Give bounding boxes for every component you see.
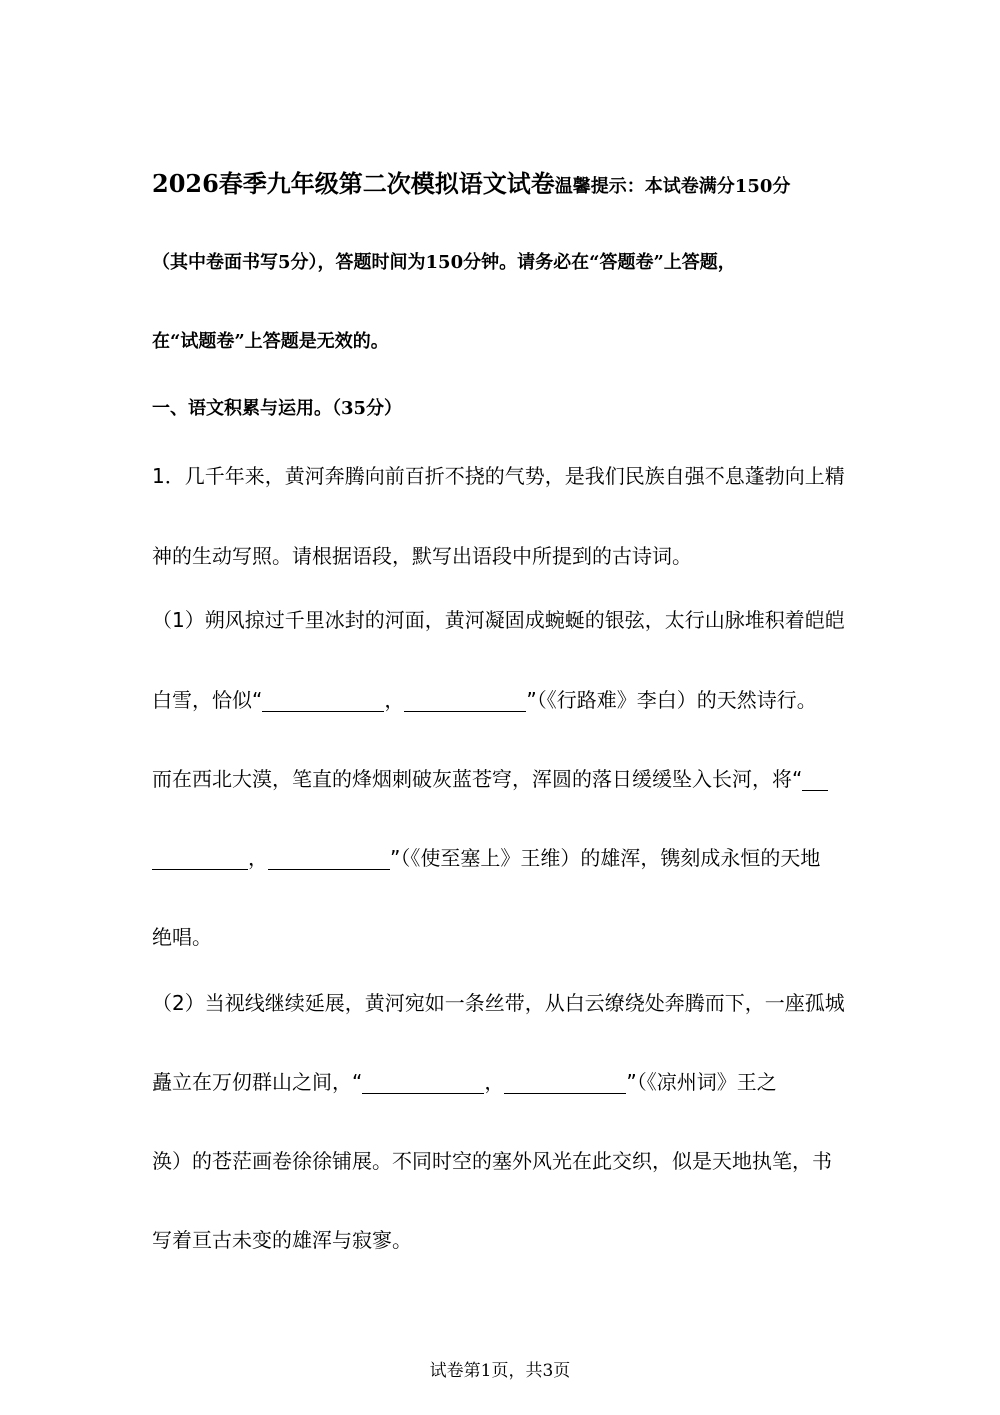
separator: ， [248, 846, 268, 870]
separator: ， [484, 1070, 505, 1094]
page-footer: 试卷第1页，共3页 [429, 1361, 571, 1381]
q1-p1-line-5: 绝唱。 [152, 925, 212, 949]
answer-blank[interactable] [268, 847, 390, 870]
answer-blank[interactable] [802, 768, 828, 791]
exam-title: 2026春季九年级第二次模拟语文试卷 [152, 169, 555, 198]
text-fragment: ”（《使至塞上》王维）的雄浑，镌刻成永恒的天地 [390, 846, 821, 870]
answer-blank[interactable] [262, 689, 384, 712]
answer-blank[interactable] [152, 847, 248, 870]
answer-blank[interactable] [362, 1071, 484, 1094]
q1-intro-line-2: 神的生动写照。请根据语段，默写出语段中所提到的古诗词。 [152, 544, 692, 568]
text-fragment: ”（《行路难》李白）的天然诗行。 [526, 688, 817, 712]
q1-p2-line-4: 写着亘古未变的雄浑与寂寥。 [152, 1228, 412, 1252]
text-fragment: 而在西北大漠，笔直的烽烟刺破灰蓝苍穹，浑圆的落日缓缓坠入长河，将“ [152, 767, 803, 791]
title-row [152, 169, 791, 199]
q1-p1-line-1: （1）朔风掠过千里冰封的河面，黄河凝固成蜿蜒的银弦，太行山脉堆积着皑皑 [152, 608, 845, 632]
hint-line-1: 温馨提示：本试卷满分150分 [554, 176, 791, 197]
q1-intro-line-1: 1．几千年来，黄河奔腾向前百折不挠的气势，是我们民族自强不息蓬勃向上精 [152, 464, 845, 488]
q1-p1-line-4 [152, 846, 820, 870]
q1-p2-line-1: （2）当视线继续延展，黄河宛如一条丝带，从白云缭绕处奔腾而下，一座孤城 [152, 991, 845, 1015]
section-heading: 一、语文积累与运用。（35分） [152, 398, 403, 419]
q1-p2-line-2 [152, 1070, 777, 1094]
separator: ， [384, 688, 405, 712]
text-fragment: ”（《凉州词》王之 [626, 1070, 777, 1094]
hint-line-2: （其中卷面书写5分），答题时间为150分钟。请务必在“答题卷”上答题， [152, 252, 736, 273]
q1-p1-line-2 [152, 688, 817, 712]
q1-p2-line-3: 涣）的苍茫画卷徐徐铺展。不同时空的塞外风光在此交织，似是天地执笔，书 [152, 1149, 832, 1173]
text-fragment: 白雪，恰似“ [152, 688, 263, 712]
hint-line-3: 在“试题卷”上答题是无效的。 [152, 331, 389, 352]
answer-blank[interactable] [504, 1071, 626, 1094]
text-fragment: 矗立在万仞群山之间，“ [152, 1070, 363, 1094]
answer-blank[interactable] [404, 689, 526, 712]
q1-p1-line-3 [152, 767, 828, 791]
